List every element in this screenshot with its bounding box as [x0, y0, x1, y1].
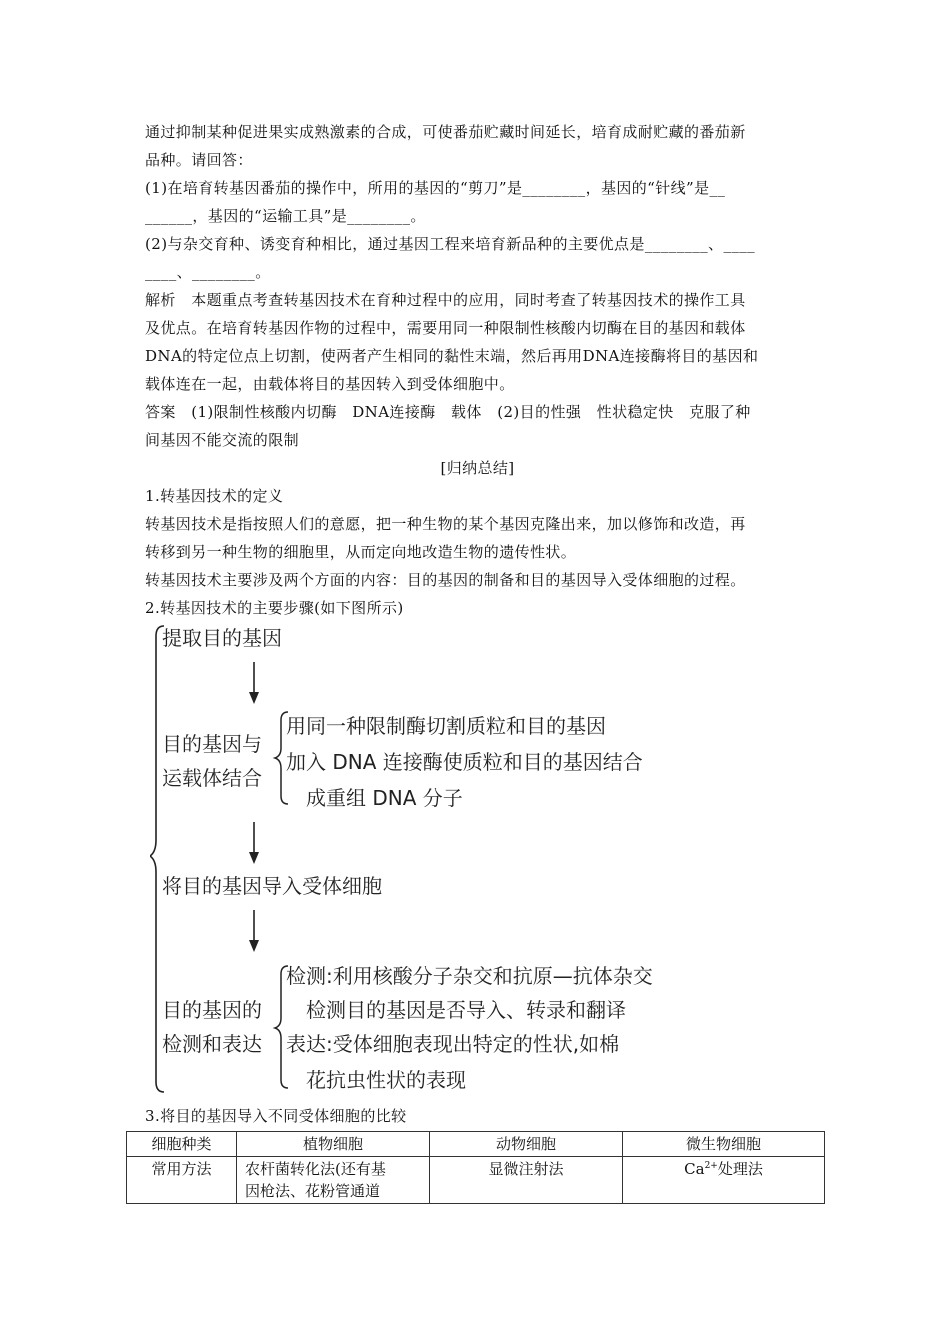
step-introduce-gene: 将目的基因导入受体细胞	[162, 874, 382, 898]
paragraph-line: 转基因技术是指按照人们的意愿，把一种生物的某个基因克隆出来，加以修饰和改造，再	[145, 515, 746, 533]
table-cell-line: 因枪法、花粉管通道	[245, 1182, 381, 1200]
table-cell-microbe	[623, 1157, 825, 1204]
analysis-line: 及优点。在培育转基因作物的过程中，需要用同一种限制性核酸内切酶在目的基因和载体	[145, 319, 746, 337]
step-express-detail: 表达:受体细胞表现出特定的性状,如棉	[286, 1032, 620, 1056]
analysis-line: 载体连在一起，由载体将目的基因转入到受体细胞中。	[145, 375, 515, 393]
step-detect-detail: 检测目的基因是否导入、转录和翻译	[306, 998, 626, 1022]
table-header-cell: 植物细胞	[237, 1132, 430, 1157]
answer-line: 间基因不能交流的限制	[145, 431, 300, 449]
table-header-row	[127, 1132, 825, 1157]
answer-line: 答案 (1)限制性核酸内切酶 DNA连接酶 载体 (2)目的性强 性状稳定快 克服了种	[145, 403, 751, 421]
outer-brace	[150, 626, 164, 1092]
gene-technology-steps-diagram	[150, 620, 710, 1100]
section-heading: 1.转基因技术的定义	[145, 487, 284, 505]
step-combine-label: 目的基因与	[162, 732, 262, 756]
diagram-lines	[150, 620, 710, 1100]
table-header-cell: 微生物细胞	[623, 1132, 825, 1157]
section-heading: 2.转基因技术的主要步骤(如下图所示)	[145, 599, 404, 617]
table-cell-animal: 显微注射法	[430, 1157, 623, 1204]
question-2-line: ____、________。	[145, 263, 271, 281]
table-cell-plant	[237, 1157, 430, 1204]
step-detect-label: 检测和表达	[162, 1032, 262, 1056]
paragraph-line: 转移到另一种生物的细胞里，从而定向地改造生物的遗传性状。	[145, 543, 577, 561]
question-2-line: (2)与杂交育种、诱变育种相比，通过基因工程来培育新品种的主要优点是________、____	[145, 235, 756, 253]
question-1-line: ______，基因的“运输工具”是________。	[145, 207, 426, 225]
step-combine-detail: 用同一种限制酶切割质粒和目的基因	[286, 714, 606, 738]
table-cell-line: 农杆菌转化法(还有基	[245, 1160, 386, 1178]
step-detect-detail: 检测:利用核酸分子杂交和抗原—抗体杂交	[286, 964, 653, 988]
section-heading: 3.将目的基因导入不同受体细胞的比较	[145, 1107, 407, 1125]
method-text: 处理法	[717, 1160, 763, 1178]
calcium-symbol: Ca	[684, 1160, 705, 1178]
table-row	[127, 1157, 825, 1204]
paragraph-line: 品种。请回答：	[145, 151, 253, 169]
summary-heading: [归纳总结]	[440, 459, 515, 477]
comparison-table	[126, 1131, 825, 1204]
step-combine-detail: 成重组 DNA 分子	[306, 786, 463, 810]
down-arrows	[249, 662, 259, 952]
table-header-cell: 动物细胞	[430, 1132, 623, 1157]
step-combine-label: 运载体结合	[162, 766, 262, 790]
step-detect-label: 目的基因的	[162, 998, 262, 1022]
step-express-detail: 花抗虫性状的表现	[306, 1068, 466, 1092]
paragraph-line: 转基因技术主要涉及两个方面的内容：目的基因的制备和目的基因导入受体细胞的过程。	[145, 571, 746, 589]
step-combine-detail: 加入 DNA 连接酶使质粒和目的基因结合	[286, 750, 643, 774]
table-header-cell: 细胞种类	[127, 1132, 237, 1157]
analysis-line: DNA的特定位点上切割，使两者产生相同的黏性末端，然后再用DNA连接酶将目的基因和	[145, 347, 759, 365]
step-extract-gene: 提取目的基因	[162, 626, 282, 650]
analysis-line: 解析 本题重点考查转基因技术在育种过程中的应用，同时考查了转基因技术的操作工具	[145, 291, 746, 309]
charge-superscript: 2+	[704, 1161, 718, 1171]
paragraph-line: 通过抑制某种促进果实成熟激素的合成，可使番茄贮藏时间延长，培育成耐贮藏的番茄新	[145, 123, 746, 141]
table-cell-label: 常用方法	[127, 1157, 237, 1204]
question-1-line: (1)在培育转基因番茄的操作中，所用的基因的“剪刀”是________，基因的“针线”是__	[145, 179, 726, 197]
